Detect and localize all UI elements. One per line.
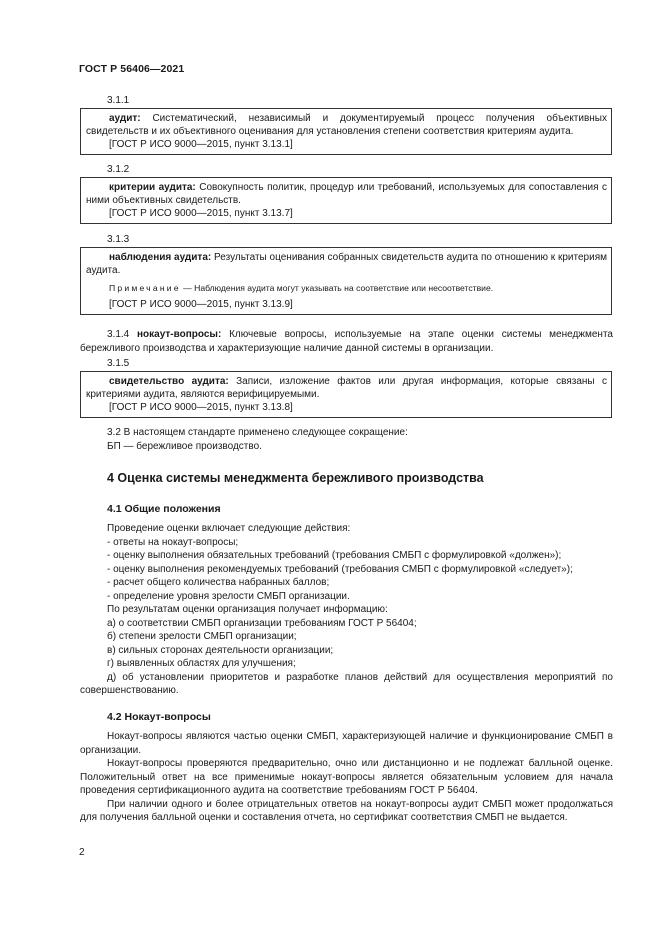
- list-item: д) об установлении приоритетов и разработке планов действий для осуществления мероприятий по совершенствованию.: [80, 671, 613, 696]
- section-4-1-body: [80, 522, 613, 698]
- abbr-intro: 3.2 В настоящем стандарте применено следующее сокращение:: [107, 427, 408, 438]
- term-box-audit-findings: [80, 247, 612, 315]
- list-item: - оценку выполнения обязательных требований (требования СМБП с формулировкой «должен»);: [107, 550, 562, 561]
- term-box-audit: [80, 108, 612, 155]
- term-definition: 3.1.4 нокаут-вопросы: Ключевые вопросы, используемые на этапе оценки системы менеджмента бережливого производства и характеризующие наличие данной системы в организации.: [80, 329, 613, 354]
- term-number-3-1-1: 3.1.1: [107, 95, 130, 106]
- actions-intro: Проведение оценки включает следующие действия:: [107, 523, 351, 534]
- list-item: в) сильных сторонах деятельности организации;: [107, 644, 334, 656]
- term-box-audit-evidence: [80, 371, 612, 418]
- page-number: 2: [79, 847, 85, 858]
- paragraph: Нокаут-вопросы проверяются предварительно, очно или дистанционно и не подлежат балльной оценке. Положительный ответ на все применимые нокаут-вопросы является обязательным условием для начала проведения сертификационного аудита на соответствие требованиям ГОСТ Р 56404.: [80, 758, 613, 796]
- term-definition: свидетельство аудита: Записи, изложение фактов или другая информация, которые связаны с критериями аудита, являются верифицируемыми.: [86, 376, 607, 400]
- results-intro: По результатам оценки организация получает информацию:: [107, 604, 388, 615]
- term-name: аудит:: [109, 113, 141, 124]
- list-item: б) степени зрелости СМБП организации;: [107, 631, 297, 642]
- term-name: нокаут-вопросы:: [137, 329, 222, 340]
- term-source: [ГОСТ Р ИСО 9000—2015, пункт 3.13.1]: [109, 139, 293, 150]
- list-item: а) о соответствии СМБП организации требованиям ГОСТ Р 56404;: [107, 617, 417, 629]
- term-box-audit-criteria: [80, 177, 612, 224]
- abbr-item: БП — бережливое производство.: [107, 440, 262, 452]
- term-number-3-1-2: 3.1.2: [107, 164, 130, 175]
- abbreviations: [80, 426, 613, 453]
- paragraph: При наличии одного и более отрицательных ответов на нокаут-вопросы аудит СМБП может продолжаться для получения балльной оценки и составления отчета, но сертификат соответствия СМБП не выдается.: [80, 798, 613, 823]
- term-number-3-1-3: 3.1.3: [107, 234, 130, 245]
- term-source: [ГОСТ Р ИСО 9000—2015, пункт 3.13.9]: [109, 299, 293, 310]
- term-definition: критерии аудита: Совокупность политик, процедур или требований, используемых для сопоставления с ними объективных свидетельств.: [86, 182, 608, 206]
- term-source: [ГОСТ Р ИСО 9000—2015, пункт 3.13.8]: [109, 402, 293, 413]
- term-definition: аудит: Систематический, независимый и документируемый процесс получения объективных свидетельств и их объективного оценивания для установления степени соответствия критериям аудита.: [86, 113, 607, 137]
- list-item: - расчет общего количества набранных баллов;: [107, 577, 330, 588]
- list-item: - оценку выполнения рекомендуемых требований (требования СМБП с формулировкой «следует»);: [107, 563, 573, 575]
- section-4-2-title: 4.2 Нокаут-вопросы: [107, 711, 211, 723]
- term-knockout-questions: [80, 328, 613, 355]
- term-source: [ГОСТ Р ИСО 9000—2015, пункт 3.13.7]: [109, 208, 293, 219]
- term-name: критерии аудита:: [109, 182, 196, 193]
- term-name: свидетельство аудита:: [109, 376, 229, 387]
- section-4-1-title: 4.1 Общие положения: [107, 503, 221, 515]
- paragraph: Нокаут-вопросы являются частью оценки СМБП, характеризующей наличие и функционирование СМБП в организации.: [80, 731, 613, 756]
- list-item: - определение уровня зрелости СМБП организации.: [107, 590, 350, 602]
- list-item: г) выявленных областях для улучшения;: [107, 658, 296, 669]
- page-header: ГОСТ Р 56406—2021: [79, 63, 185, 75]
- section-4-title: 4 Оценка системы менеджмента бережливого производства: [107, 471, 484, 485]
- note-label: Примечание: [109, 283, 181, 293]
- term-name: наблюдения аудита:: [109, 252, 212, 263]
- term-note: Примечание — Наблюдения аудита могут указывать на соответствие или несоответствие.: [109, 283, 494, 293]
- term-number-3-1-5: 3.1.5: [107, 358, 130, 369]
- term-definition: наблюдения аудита: Результаты оценивания собранных свидетельств аудита по отношению к критериям аудита.: [86, 252, 607, 276]
- list-item: - ответы на нокаут-вопросы;: [107, 536, 239, 548]
- section-4-2-body: [80, 730, 613, 825]
